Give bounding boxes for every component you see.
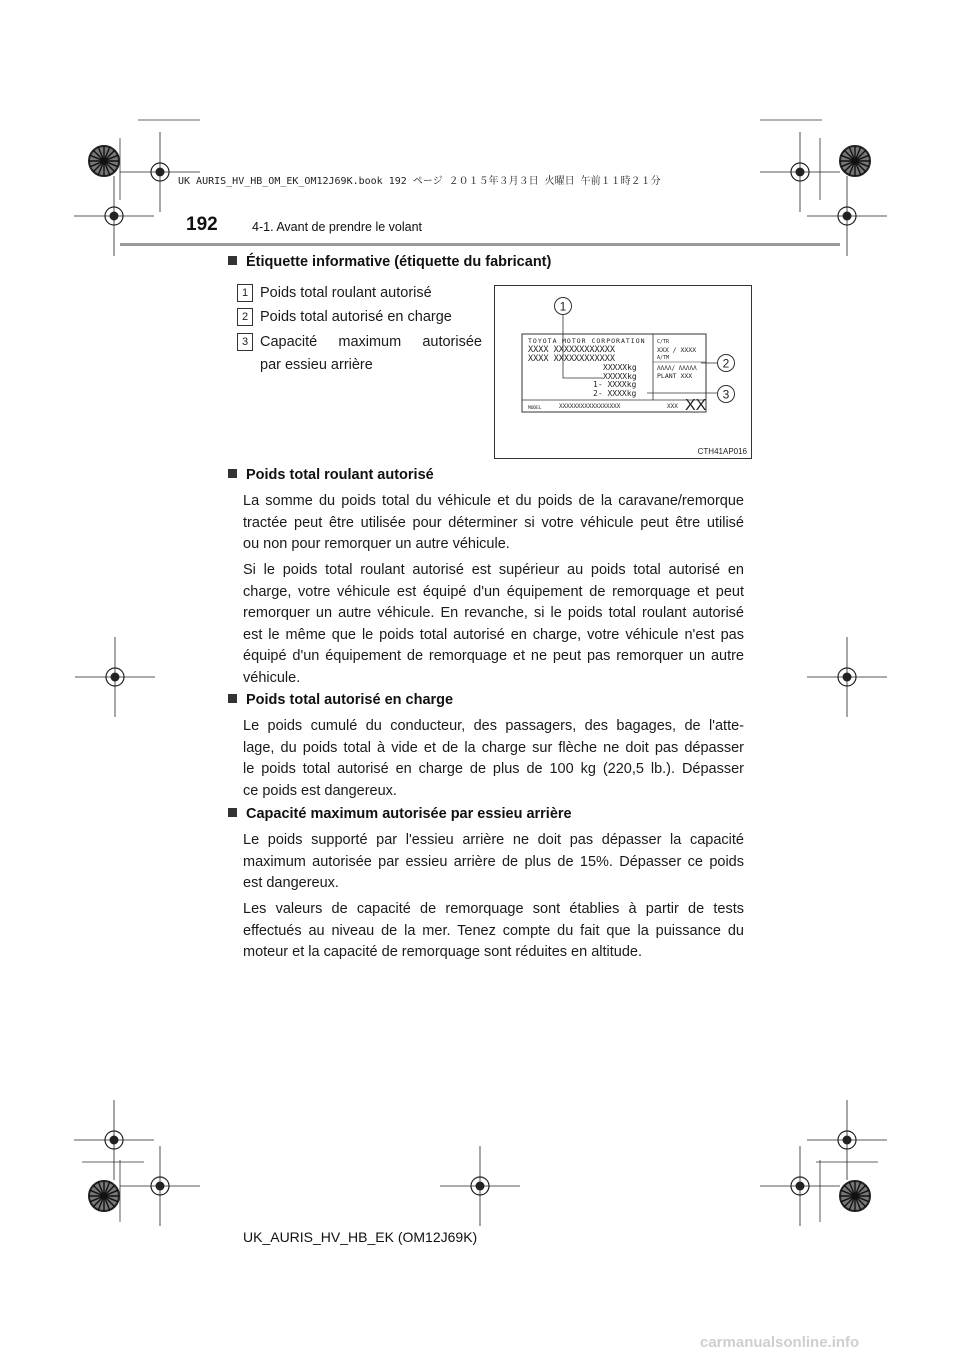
section-heading: Capacité maximum autorisée par essieu arrière: [228, 806, 572, 822]
plate-row: XXXXXkg: [603, 372, 637, 381]
paragraph: La somme du poids total du véhicule et du poids de la caravane/remorque tractée peut être utilisée pour déterminer si votre véhicule peut être utilisé ou non pour remorquer un autre véhicule.: [243, 493, 744, 553]
callout-number: 1: [559, 299, 567, 314]
page-number: 192: [186, 214, 218, 235]
registration-cross-icon: [760, 132, 840, 212]
plate-row: XXXX XXXXXXXXXXXX: [528, 354, 615, 364]
number-badge: 1: [237, 284, 253, 302]
list-item-text: Capacité maximum autorisée: [260, 334, 482, 350]
paragraph: Les valeurs de capacité de remorquage sont établies à partir de tests effectués au niveau de la mer. Tenez compte du fait que la puissance du moteur et la capacité de remorquage sont réduites en altitude.: [243, 901, 744, 961]
list-item-text: Poids total autorisé en charge: [260, 309, 452, 325]
plate-model-label: MODEL: [528, 406, 542, 411]
registration-cross-icon: [440, 1146, 520, 1226]
callout-number: 2: [722, 356, 730, 371]
registration-wheel-icon: [89, 146, 119, 176]
registration-wheel-icon: [89, 1181, 119, 1211]
square-bullet-icon: [228, 469, 237, 478]
plate-xx: XX: [685, 397, 707, 414]
manufacturer-plate-illustration: [495, 286, 751, 458]
registration-cross-icon: [760, 1146, 840, 1226]
plate-model-value: XXXXXXXXXXXXXXXXX: [559, 403, 621, 410]
registration-wheel-icon: [840, 146, 870, 176]
square-bullet-icon: [228, 808, 237, 817]
section-heading: Poids total roulant autorisé: [228, 467, 434, 483]
registration-cross-icon: [75, 637, 155, 717]
registration-cross-icon: [74, 1100, 154, 1180]
registration-cross-icon: [120, 1146, 200, 1226]
figure-code: CTH41AP016: [697, 447, 747, 456]
document-code-footer: UK_AURIS_HV_HB_EK (OM12J69K): [243, 1229, 478, 1245]
plate-row: 2- XXXXkg: [593, 389, 637, 398]
list-item-text: par essieu arrière: [260, 357, 373, 373]
paragraph: Le poids supporté par l'essieu arrière ne doit pas dépasser la capacité maximum autorisée par essieu arrière de plus de 15%. Dépasser ce poids est dangereux.: [243, 832, 744, 892]
header-divider: [120, 243, 840, 246]
plate-row: XXXXXkg: [603, 363, 637, 372]
list-item-text: Poids total roulant autorisé: [260, 285, 432, 301]
paragraph: Si le poids total roulant autorisé est supérieur au poids total autorisé en charge, votre véhicule est équipé d'un équipement de remorquage et peut remorquer un autre véhicule. En revanche, si le poids total roulant autorisé est le même que le poids total autorisé en charge, votre véhicule n'est pas équipé d'un équipement de remorquage et ne peut pas remorquer un autre véhicule.: [243, 562, 744, 686]
plate-brand-left: TOYOTA: [528, 337, 558, 345]
square-bullet-icon: [228, 256, 237, 265]
registration-cross-icon: [807, 637, 887, 717]
plate-ctr-value: XXX / XXXX: [657, 346, 697, 354]
number-badge: 3: [237, 333, 253, 351]
label-figure: [494, 285, 752, 459]
registration-wheel-icon: [840, 1181, 870, 1211]
plate-mid: ΛΛΛΛ/ ΛΛΛΛΛ: [657, 365, 697, 372]
plate-atm: A/TM: [657, 355, 670, 361]
section-heading: Poids total autorisé en charge: [228, 692, 453, 708]
plate-ctr: C/TR: [657, 339, 670, 345]
watermark: carmanualsonline.info: [700, 1334, 860, 1351]
plate-plant: PLANT XXX: [657, 372, 693, 380]
callout-number: 3: [722, 387, 730, 402]
plate-xxx: XXX: [667, 403, 678, 410]
plate-row: 1- XXXXkg: [593, 380, 637, 389]
number-badge: 2: [237, 308, 253, 326]
plate-row: XXXX XXXXXXXXXXXX: [528, 345, 615, 355]
square-bullet-icon: [228, 694, 237, 703]
print-header: UK AURIS_HV_HB_OM_EK_OM12J69K.book 192 ページ ２０１５年３月３日 火曜日 午前１１時２１分: [178, 176, 661, 187]
plate-brand-right: MOTOR CORPORATION: [562, 337, 646, 345]
paragraph: Le poids cumulé du conducteur, des passagers, des bagages, de l'atte- lage, du poids total à vide et de la charge sur flèche ne doit pas dépasser le poids total autorisé en charge de plus de 100 kg (220,5 lb.). Dépasser ce poids est dangereux.: [243, 718, 744, 799]
section-title: 4-1. Avant de prendre le volant: [252, 220, 423, 234]
info-label-heading: Étiquette informative (étiquette du fabricant): [228, 254, 551, 270]
registration-cross-icon: [807, 1100, 887, 1180]
